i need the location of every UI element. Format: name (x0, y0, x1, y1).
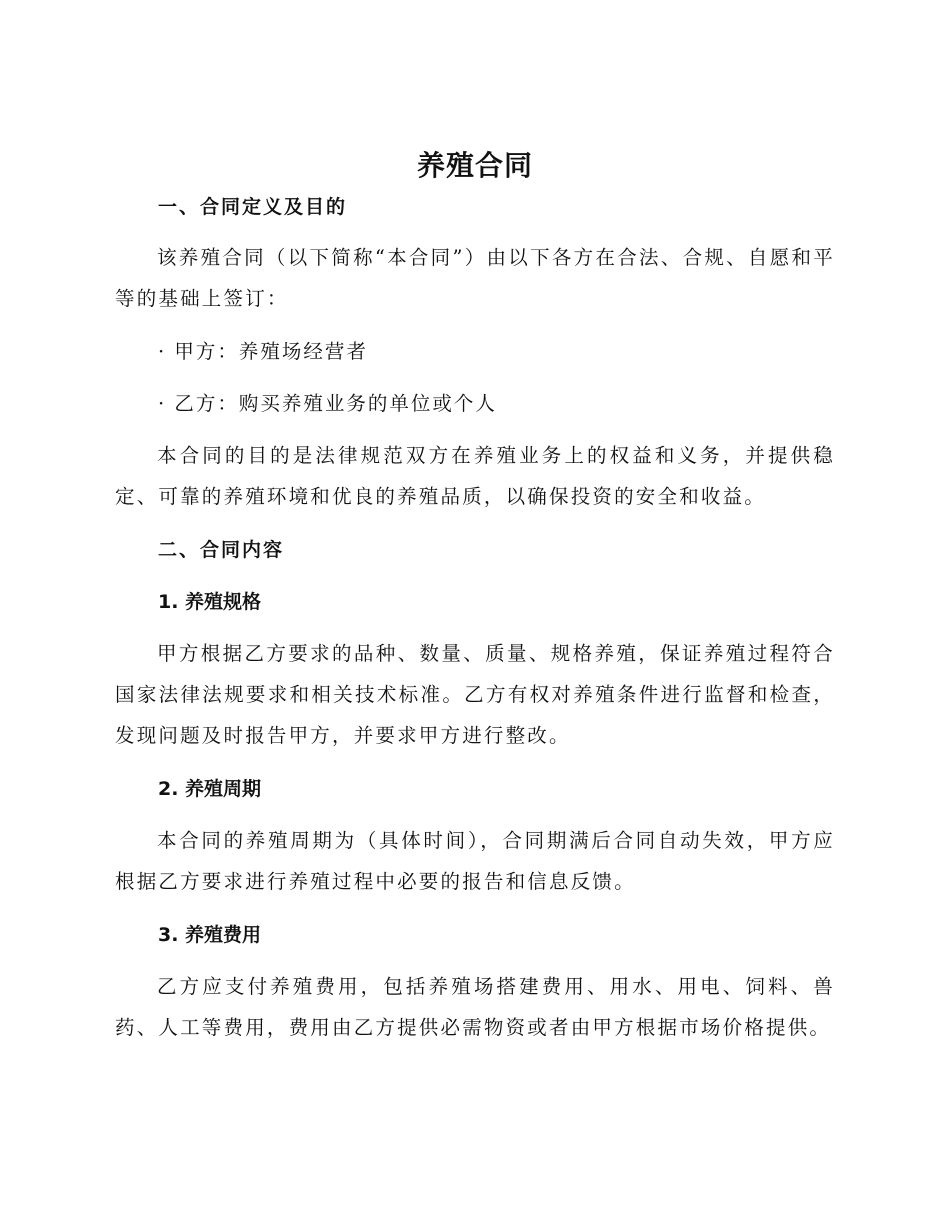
section-1-purpose-paragraph: 本合同的目的是法律规范双方在养殖业务上的权益和义务，并提供稳定、可靠的养殖环境和优良的养殖品质，以确保投资的安全和收益。 (115, 444, 835, 508)
cost-paragraph: 乙方应支付养殖费用，包括养殖场搭建费用、用水、用电、饲料、兽药、人工等费用，费用由乙方提供必需物资或者由甲方根据市场价格提供。 (115, 975, 835, 1039)
document-title: 养殖合同 (416, 149, 533, 182)
spec-paragraph: 甲方根据乙方要求的品种、数量、质量、规格养殖，保证养殖过程符合国家法律法规要求和相关技术标准。乙方有权对养殖条件进行监督和检查，发现问题及时报告甲方，并要求甲方进行整改。 (115, 642, 835, 747)
cost-subheading: 3. 养殖费用 (158, 924, 262, 946)
party-a-item: · 甲方：养殖场经营者 (158, 340, 368, 363)
section-2-heading: 二、合同内容 (158, 539, 285, 561)
party-b-item: · 乙方：购买养殖业务的单位或个人 (158, 392, 497, 415)
section-1-heading: 一、合同定义及目的 (158, 196, 348, 218)
period-subheading: 2. 养殖周期 (158, 778, 262, 800)
spec-subheading: 1. 养殖规格 (158, 591, 262, 613)
period-paragraph: 本合同的养殖周期为（具体时间），合同期满后合同自动失效，甲方应根据乙方要求进行养殖过程中必要的报告和信息反馈。 (115, 829, 835, 893)
section-1-intro-paragraph: 该养殖合同（以下简称“本合同”）由以下各方在合法、合规、自愿和平等的基础上签订： (115, 246, 835, 310)
